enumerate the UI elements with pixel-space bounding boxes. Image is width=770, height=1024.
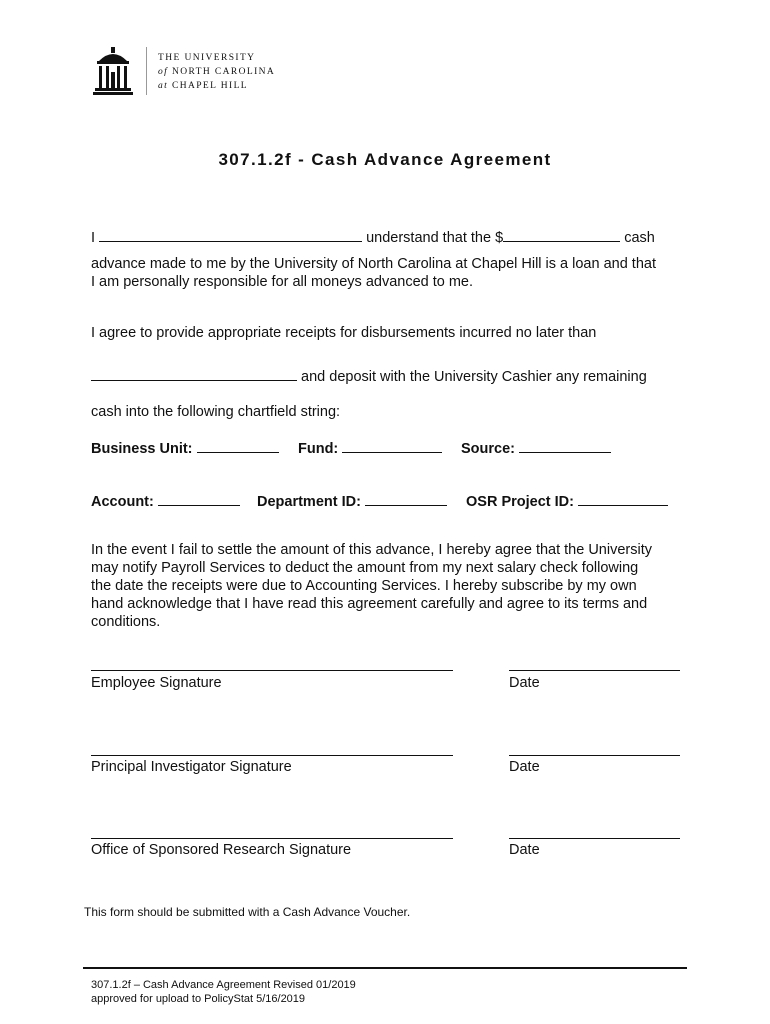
terms-line-1: In the event I fail to settle the amount of this advance, I hereby agree that the University xyxy=(91,542,652,558)
amount-field[interactable] xyxy=(503,227,620,242)
submission-note: This form should be submitted with a Cash Advance Voucher. xyxy=(84,905,411,919)
terms-line-3: the date the receipts were due to Accounting Services. I hereby subscribe by my own xyxy=(91,578,637,594)
source-field[interactable] xyxy=(519,438,611,453)
logo-line-2-prefix: of xyxy=(158,67,169,77)
fund-field[interactable] xyxy=(342,438,442,453)
account-field[interactable] xyxy=(158,491,240,506)
cash-text: cash xyxy=(624,230,655,246)
osr-project-id-field[interactable] xyxy=(578,491,668,506)
name-field[interactable] xyxy=(99,227,362,242)
business-unit-group xyxy=(91,438,279,458)
agreement-line-3: I am personally responsible for all moneys advanced to me. xyxy=(91,274,474,290)
terms-line-5: conditions. xyxy=(91,614,161,630)
footer xyxy=(91,978,356,1006)
pi-date-line[interactable] xyxy=(509,755,680,756)
department-id-field[interactable] xyxy=(365,491,447,506)
logo-line-2: NORTH CAROLINA xyxy=(171,67,276,77)
employee-signature-line[interactable] xyxy=(91,670,453,671)
understand-text: understand that the $ xyxy=(366,230,504,246)
pi-signature-label: Principal Investigator Signature xyxy=(91,759,292,775)
receipts-line-1: I agree to provide appropriate receipts for disbursements incurred no later than xyxy=(91,325,597,341)
employee-signature-label: Employee Signature xyxy=(91,675,222,691)
business-unit-field[interactable] xyxy=(197,438,279,453)
terms-line-2: may notify Payroll Services to deduct the amount from my next salary check following xyxy=(91,560,639,576)
footer-approval: approved for upload to PolicyStat 5/16/2019 xyxy=(91,993,306,1005)
business-unit-label: Business Unit: xyxy=(91,441,193,457)
university-logo xyxy=(93,45,283,97)
fund-group xyxy=(298,438,442,458)
osr-project-id-group xyxy=(466,491,668,511)
receipts-line-3: cash into the following chartfield string: xyxy=(91,404,341,420)
source-group xyxy=(461,438,611,458)
pi-date-label: Date xyxy=(509,759,540,775)
account-group xyxy=(91,491,240,511)
department-id-group xyxy=(257,491,447,511)
logo-line-1: THE UNIVERSITY xyxy=(158,53,256,63)
footer-revision: 307.1.2f – Cash Advance Agreement Revised 01/2019 xyxy=(91,979,356,991)
receipt-due-date-field[interactable] xyxy=(91,366,297,381)
fund-label: Fund: xyxy=(298,441,339,457)
account-label: Account: xyxy=(91,494,154,510)
terms-paragraph xyxy=(91,541,711,631)
osr-date-label: Date xyxy=(509,842,540,858)
osr-date-line[interactable] xyxy=(509,838,680,839)
agreement-line-2: advance made to me by the University of North Carolina at Chapel Hill is a loan and that xyxy=(91,256,656,272)
logo-line-3-prefix: at xyxy=(158,81,169,91)
pronoun-i: I xyxy=(91,230,96,246)
osr-signature-line[interactable] xyxy=(91,838,453,839)
employee-date-label: Date xyxy=(509,675,540,691)
logo-divider xyxy=(146,47,147,95)
deposit-text: and deposit with the University Cashier any remaining xyxy=(301,369,647,385)
pi-signature-line[interactable] xyxy=(91,755,453,756)
old-well-icon xyxy=(93,45,133,97)
document-title: 307.1.2f - Cash Advance Agreement xyxy=(218,150,552,169)
osr-signature-label: Office of Sponsored Research Signature xyxy=(91,842,352,858)
source-label: Source: xyxy=(461,441,515,457)
footer-divider xyxy=(83,967,687,969)
receipts-line-2 xyxy=(91,366,711,386)
agreement-line-1 xyxy=(91,227,691,247)
employee-date-line[interactable] xyxy=(509,670,680,671)
osr-project-id-label: OSR Project ID: xyxy=(466,494,574,510)
logo-line-3: CHAPEL HILL xyxy=(171,81,248,91)
logo-wordmark xyxy=(158,51,275,93)
department-id-label: Department ID: xyxy=(257,494,361,510)
terms-line-4: hand acknowledge that I have read this agreement carefully and agree to its terms and xyxy=(91,596,648,612)
